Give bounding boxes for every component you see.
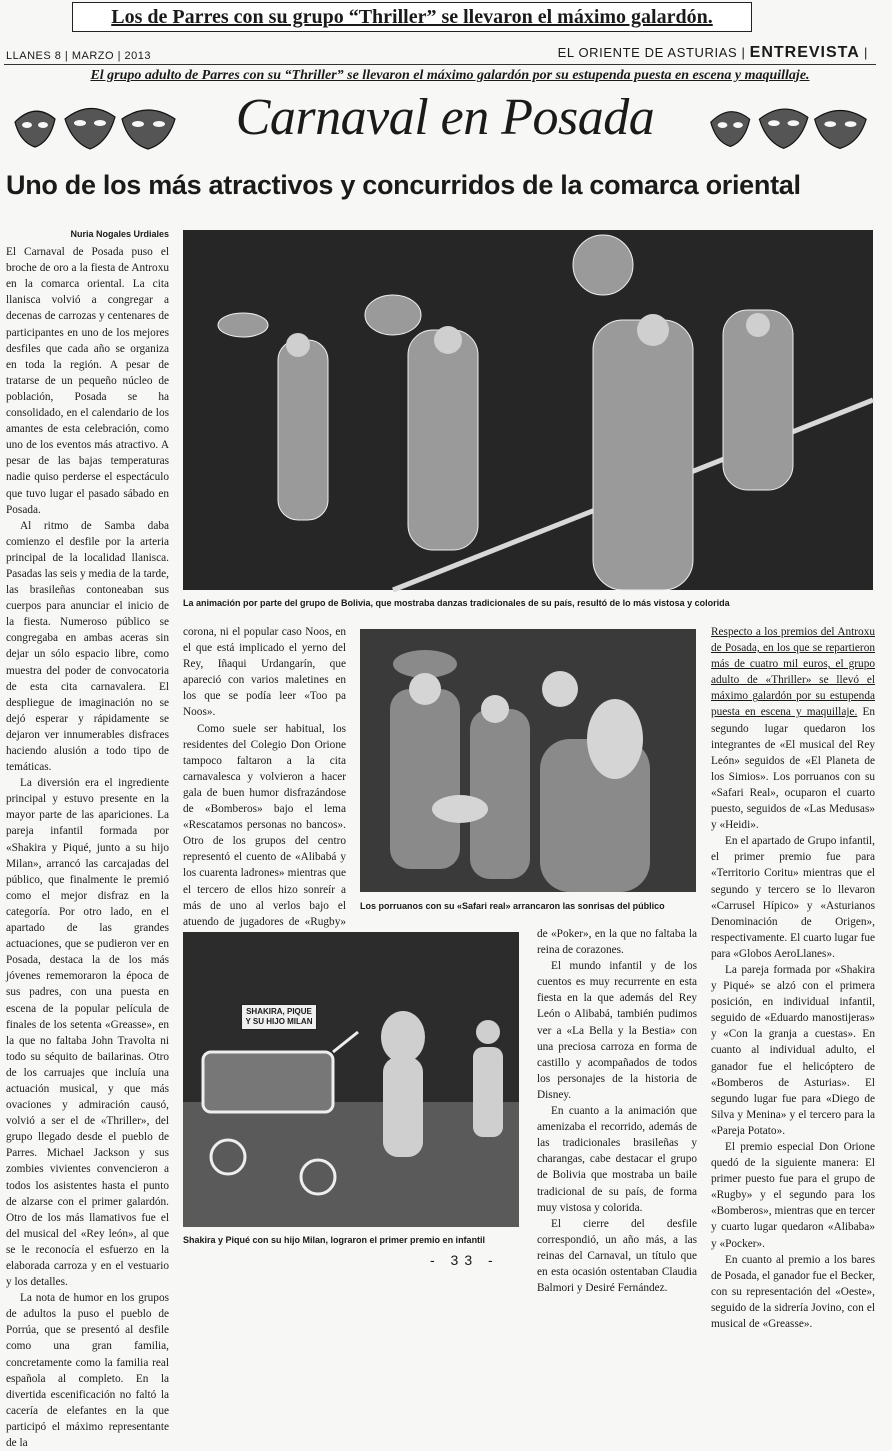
photo-sign: SHAKIRA, PIQUE Y SU HIJO MILAN [241, 1004, 317, 1030]
paragraph: corona, ni el popular caso Noos, en el que está implicado el yerno del Rey, Iñaqui Urdangarín, que apareció con varios maletines en los que se podía leer «Too pa Noos». [183, 626, 346, 719]
column-4 [711, 624, 875, 1331]
column-2 [183, 624, 346, 984]
paragraph: La nota de humor en los grupos de adultos la puso el pueblo de Porrúa, que se presentó al desfile como una gran familia, concretamente como la familia real española al completo. En la divertida escenificación no faltó la cacería de elefantes en la que participó el máximo representante de la [6, 1292, 169, 1450]
highlighted-award-text: Respecto a los premios del Antroxu de Posada, en los que se repartieron más de cuatro mil euros, el grupo adulto de «Thriller» se llevó el máximo galardón por su estupenda puesta en escena y maquillaje. [711, 626, 875, 719]
paragraph: La diversión era el ingrediente principal y estuvo presente en la mayor parte de las apariciones. La pareja infantil formada por «Shakira y Piqué, junto a su hijo Milan», arrancó las carcajadas del público, que finalmente le premió como el mejor disfraz en la categoría. Por otro lado, en el apartado de las grandes actuaciones, que se pudieron ver en Posada, destaca la de los más jóvenes rememoraron la época de sus padres, con una puesta en escena de la popular película de finales de los setenta «Greasse», en la que no faltaba John Travolta ni todo su séquito de bailarinas. Otro de los carruajes que incluía una actuación musical, y que más ovaciones y admiración causó, volvió a ser el de «Thriller», del grupo llegado desde el pueblo de Parres. Michael Jackson y sus zombies vivientes convencieron a todos los asistentes hasta el punto de alzarse con el primer galardón. Otro de los más llamativos fue el del musical del «Rey león», al que se le reconocía el esfuerzo en la elaborada carroza y en el vestuario y los detalles. [6, 777, 169, 1289]
newspaper-name: EL ORIENTE DE ASTURIAS | [557, 45, 746, 60]
caption-shakira: Shakira y Piqué con su hijo Milan, lograron el primer premio en infantil [183, 1235, 486, 1245]
paragraph: de «Poker», en la que no faltaba la reina de corazones. [537, 928, 697, 957]
carnival-masks-left-icon [10, 97, 180, 159]
photo-bolivia-dancers [183, 230, 873, 590]
paragraph: El Carnaval de Posada puso el broche de oro a la fiesta de Antroxu en la comarca oriental. La cita llanisca volvió a congregar a decenas de carrozas y centenares de participantes en uno de los mejores desfiles que cada año se organiza en toda la región. A pesar de tratarse de un pequeño núcleo de población, Posada se ha consolidado, en el calendario de los amantes de esta celebración, como uno de los eventos más atractivo. A pesar de las bajas temperaturas nadie quiso perderse el espectáculo que tuvo lugar el pasado sábado en Posada. [6, 246, 169, 516]
carnival-masks-right-icon [706, 97, 871, 159]
paragraph: En cuanto al premio a los bares de Posada, el ganador fue el Becker, con su representación del «Oeste», seguido de la sidrería Jovino, con el musical de «Greasse». [711, 1253, 875, 1331]
section-bar: | [864, 45, 868, 60]
article-title: Carnaval en Posada [235, 89, 655, 146]
column-3 [537, 926, 697, 1295]
paragraph: Al ritmo de Samba daba comienzo el desfile por la arteria principal de la localidad llanisca. Pasadas las seis y media de la tarde, las brasileñas contoneaban sus cuerpos para anunciar el inicio de la fiesta. Numeroso público se congregaba en ambas aceras sin dejar un sólo espacio libre, como muestra del poder de convocatoria de esta cita carnavalera. El despliegue de imaginación no se dejó esperar y rápidamente se dejaron ver innumerables disfraces haciendo alusión a todo tipo de temáticas. [6, 519, 169, 774]
article-headline: Uno de los más atractivos y concurridos de la comarca oriental [6, 170, 801, 200]
summary-line: El grupo adulto de Parres con su “Thriller” se llevaron el máximo galardón por su estupenda puesta en escena y maquillaje. [90, 68, 810, 83]
column-1 [6, 226, 169, 1450]
paragraph: El mundo infantil y de los cuentos es muy recurrente en esta fiesta en la que además del Rey León o Alibabá, también pudimos ver a «La Bella y la Bestia» con una preciosa carroza en forma de castillo y acompañados de todos los personajes de la historia de Disney. [537, 960, 697, 1101]
caption-safari: Los porruanos con su «Safari real» arrancaron las sonrisas del público [360, 901, 665, 911]
top-banner: Los de Parres con su grupo “Thriller” se llevaron el máximo galardón. [72, 2, 752, 32]
newspaper-section [558, 44, 868, 62]
header-rule [4, 64, 876, 65]
issue-date: LLANES 8 | MARZO | 2013 [6, 50, 151, 62]
lead-rest: En segundo lugar quedaron los integrantes de «El musical del Rey León» seguidos de «El Planeta de los Simios». Los porruanos con su «Safari Real», ocuparon el cuarto puesto, seguidos de «Las Medusas» y «Heidi». [711, 706, 875, 832]
paragraph: Como suele ser habitual, los residentes del Colegio Don Orione tampoco faltaron a la cita carnavalesca y volvieron a hacer gala de buen humor disfrazándose de «Bomberos» bajo el lema «Rescatamos personas no bancos». Otro de los grupos del centro representó el cuento de «Alibabá y los cuarenta ladrones» mientras que el tercero de ellos hizo sonreír a más de uno al verlos bajo el atuendo de jugadores de «Rugby» [183, 722, 346, 928]
page-number: - 33 - [430, 1252, 499, 1268]
paragraph: En el apartado de Grupo infantil, el primer premio fue para «Territorio Coritu» mientras que el segundo y tercero se lo llevaron «Carrusel Hípico» y «Asturianos Denominación de Origen», respectivamente. El cuarto lugar fue para «Globos AeroLlanes». [711, 835, 875, 960]
photo-safari-real [360, 629, 696, 892]
photo-shakira-pique [183, 932, 519, 1227]
byline: Nuria Nogales Urdiales [70, 229, 169, 239]
paragraph: El premio especial Don Orione quedó de la siguiente manera: El primer puesto fue para el grupo de «Rugby» y el segundo para los «Bomberos», mientras que en tercer y cuarto lugar quedaron «Alibaba» y «Pocker». [711, 1141, 875, 1250]
paragraph [711, 624, 875, 833]
section-name: ENTREVISTA [749, 44, 860, 61]
paragraph: La pareja formada por «Shakira y Piqué» se alzó con el primera posición, en individual infantil, seguido de «Eduardo manostijeras» y «Con la granja a cuestas». En cuanto al individual adulto, el ganador fue el helicóptero de «Bomberos de Asturias». El segundo lugar fue para «Diego de Silva y Menina» y el tercero para la «Pareja Potato». [711, 963, 875, 1137]
paragraph: En cuanto a la animación que amenizaba el recorrido, además de las tradicionales brasileñas y charangas, cabe destacar el grupo de Bolivia que mostraba un baile tradicional de su país, de forma muy vistosa y colorida. [537, 1105, 697, 1214]
paragraph: El cierre del desfile correspondió, un año más, a las reinas del Carnaval, un título que en esta ocasión ostentaban Claudia Balmori y Desiré Fernández. [537, 1217, 697, 1295]
caption-bolivia: La animación por parte del grupo de Bolivia, que mostraba danzas tradicionales de su país, resultó de lo más vistosa y colorida [183, 598, 730, 608]
